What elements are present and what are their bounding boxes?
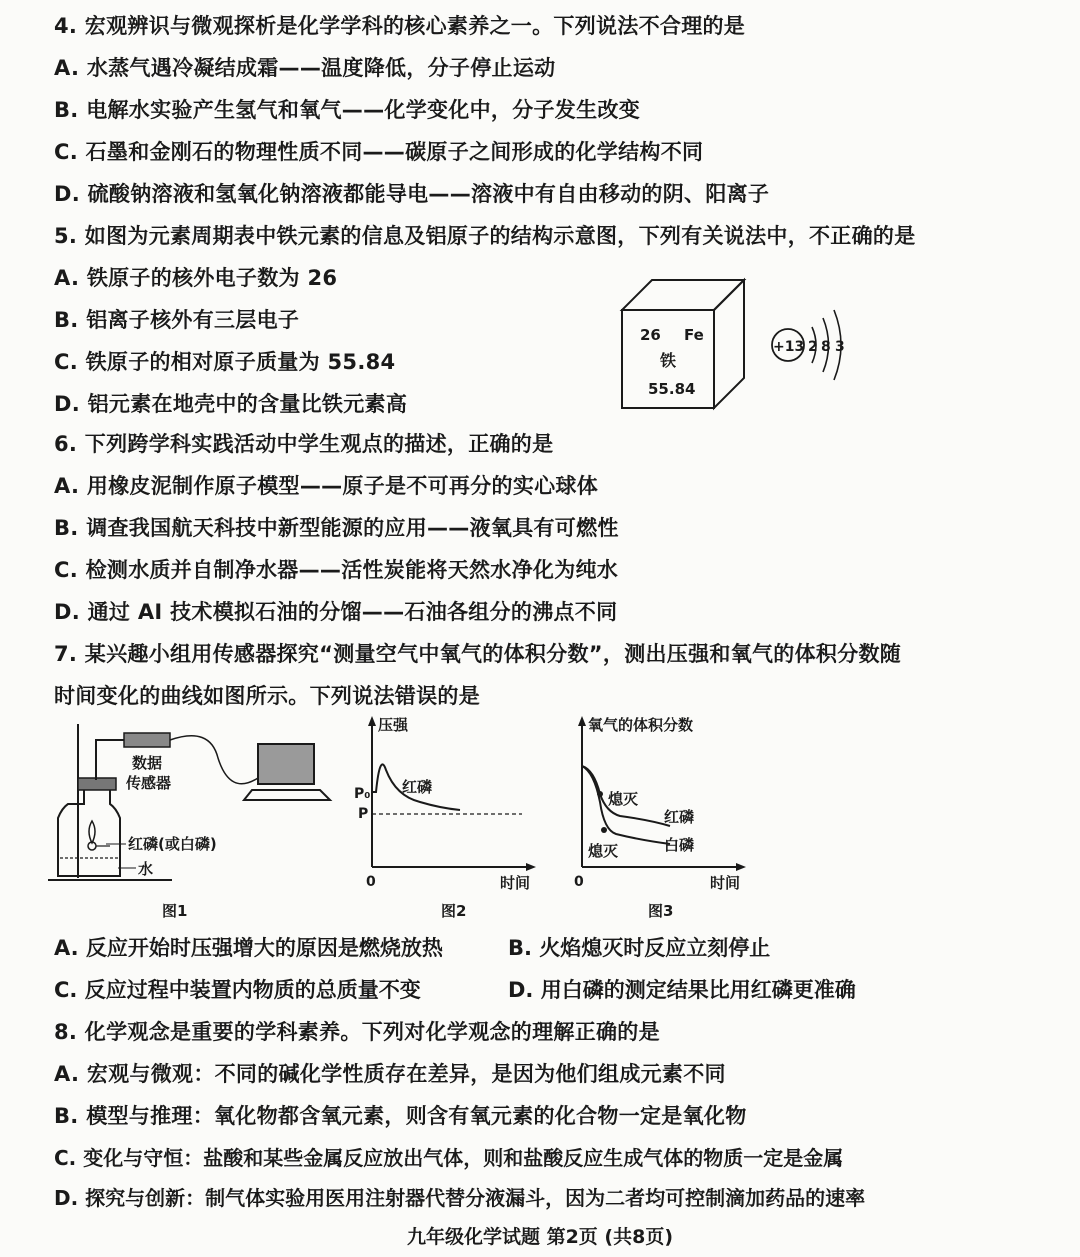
fig3-white-phosphorus-label: 白磷 [664, 836, 695, 854]
q7-option-b: B. 火焰熄灭时反应立刻停止 [508, 936, 771, 960]
sensor-label-1: 数据 [132, 754, 163, 772]
q8-stem: 8. 化学观念是重要的学科素养。下列对化学观念的理解正确的是 [54, 1020, 660, 1044]
fig3-extinguish-label-2: 熄灭 [588, 842, 619, 860]
sensor-label-2: 传感器 [126, 774, 172, 792]
q4-option-a: A. 水蒸气遇冷凝结成霜——温度降低，分子停止运动 [54, 56, 556, 80]
element-symbol: Fe [684, 326, 704, 344]
q6-option-d: D. 通过 AI 技术模拟石油的分馏——石油各组分的沸点不同 [54, 600, 618, 624]
q5-stem: 5. 如图为元素周期表中铁元素的信息及铝原子的结构示意图，下列有关说法中，不正确的是 [54, 224, 916, 248]
fig2-origin: 0 [366, 874, 376, 890]
fig2-x-axis-label: 时间 [500, 874, 531, 892]
shell-2-electrons: 8 [821, 339, 831, 355]
fig2-p0-label: P₀ [354, 786, 371, 802]
q5-option-b: B. 铝离子核外有三层电子 [54, 308, 300, 332]
nucleus-charge: +13 [773, 339, 805, 355]
figure-1-caption: 图1 [162, 902, 188, 920]
element-cell [622, 280, 744, 408]
figure-3-caption: 图3 [648, 902, 674, 920]
q5-option-a: A. 铁原子的核外电子数为 26 [54, 266, 338, 290]
fig3-origin: 0 [574, 874, 584, 890]
phosphorus-label: 红磷(或白磷) [128, 835, 217, 853]
fig2-curve-label: 红磷 [402, 778, 433, 796]
shell-3-electrons: 3 [835, 339, 845, 355]
q8-option-d: D. 探究与创新：制气体实验用医用注射器代替分液漏斗，因为二者均可控制滴加药品的速率 [54, 1186, 866, 1210]
figure-3-oxygen-chart [560, 712, 760, 897]
q7-option-c: C. 反应过程中装置内物质的总质量不变 [54, 978, 421, 1002]
q8-option-c: C. 变化与守恒：盐酸和某些金属反应放出气体，则和盐酸反应生成气体的物质一定是金属 [54, 1146, 844, 1170]
shell-1-electrons: 2 [808, 339, 818, 355]
element-number: 26 [640, 326, 661, 344]
q7-option-d: D. 用白磷的测定结果比用红磷更准确 [508, 978, 856, 1002]
q7-option-a: A. 反应开始时压强增大的原因是燃烧放热 [54, 936, 443, 960]
fig3-x-axis-label: 时间 [710, 874, 741, 892]
figure-2-pressure-chart [350, 712, 550, 897]
q4-option-b: B. 电解水实验产生氢气和氧气——化学变化中，分子发生改变 [54, 98, 640, 122]
fig3-y-axis-label: 氧气的体积分数 [588, 716, 694, 734]
fig3-red-phosphorus-label: 红磷 [664, 808, 695, 826]
water-label: 水 [138, 860, 154, 878]
q5-option-d: D. 铝元素在地壳中的含量比铁元素高 [54, 392, 408, 416]
q6-option-b: B. 调查我国航天科技中新型能源的应用——液氧具有可燃性 [54, 516, 619, 540]
figure-2-caption: 图2 [441, 902, 467, 920]
q4-stem: 4. 宏观辨识与微观探析是化学学科的核心素养之一。下列说法不合理的是 [54, 14, 746, 38]
q6-option-a: A. 用橡皮泥制作原子模型——原子是不可再分的实心球体 [54, 474, 599, 498]
fig3-extinguish-label-1: 熄灭 [608, 790, 639, 808]
q6-option-c: C. 检测水质并自制净水器——活性炭能将天然水净化为纯水 [54, 558, 619, 582]
figure-1-apparatus [40, 718, 340, 898]
aluminum-atom-diagram [772, 310, 845, 380]
page-footer: 九年级化学试题 第2页 (共8页) [406, 1226, 674, 1248]
q4-option-c: C. 石墨和金刚石的物理性质不同——碳原子之间形成的化学结构不同 [54, 140, 704, 164]
fig2-p-label: P [358, 806, 369, 822]
element-mass: 55.84 [648, 380, 696, 398]
q6-stem: 6. 下列跨学科实践活动中学生观点的描述，正确的是 [54, 432, 554, 456]
element-name: 铁 [660, 351, 677, 370]
q7-stem-line2: 时间变化的曲线如图所示。下列说法错误的是 [54, 684, 480, 708]
q5-figure [610, 272, 860, 417]
q4-option-d: D. 硫酸钠溶液和氢氧化钠溶液都能导电——溶液中有自由移动的阴、阳离子 [54, 182, 770, 206]
q8-option-a: A. 宏观与微观：不同的碱化学性质存在差异，是因为他们组成元素不同 [54, 1062, 726, 1086]
q8-option-b: B. 模型与推理：氧化物都含氧元素，则含有氧元素的化合物一定是氧化物 [54, 1104, 747, 1128]
q5-option-c: C. 铁原子的相对原子质量为 55.84 [54, 350, 396, 374]
fig2-y-axis-label: 压强 [378, 716, 409, 734]
q7-stem-line1: 7. 某兴趣小组用传感器探究“测量空气中氧气的体积分数”，测出压强和氧气的体积分数随 [54, 642, 902, 666]
